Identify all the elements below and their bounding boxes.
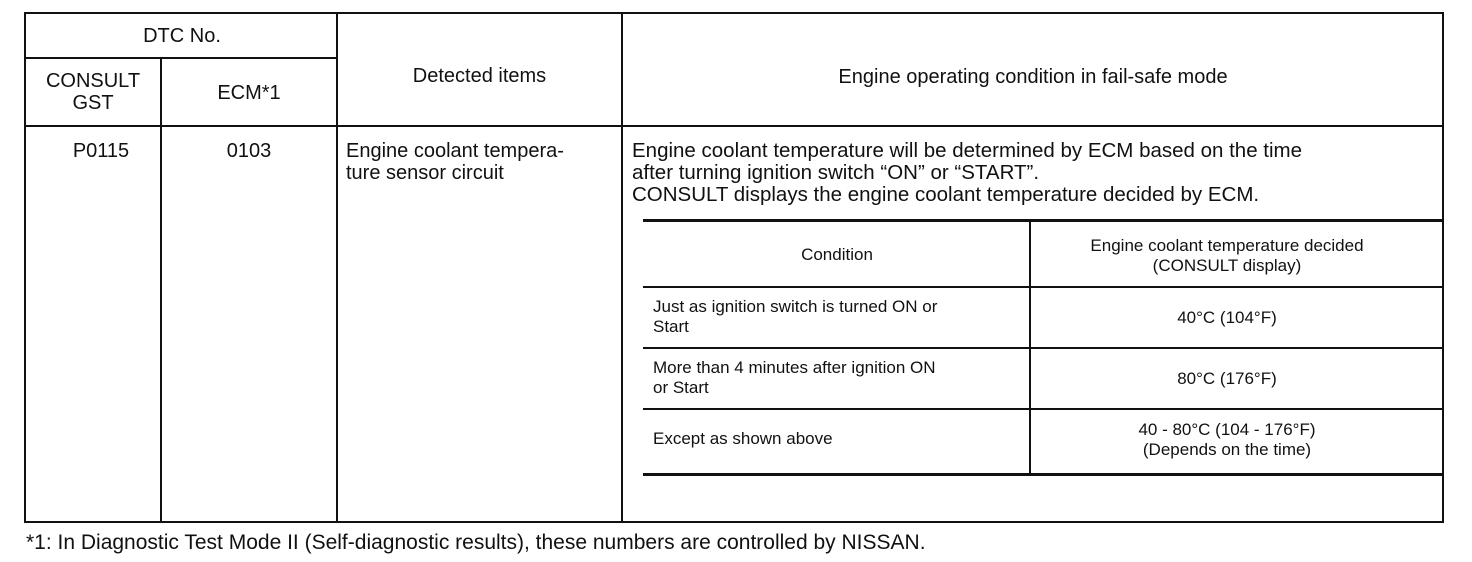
inner-bottom-border [643,473,1444,476]
detected-items-header: Detected items [412,65,547,87]
ecm-code: 0103 [226,140,272,162]
condition-cell-3: Except as shown above [653,429,833,448]
dtc-no-header: DTC No. [143,25,221,47]
header-bottom-border [24,125,1444,127]
condition-cell-1: Just as ignition switch is turned ON or Start [653,297,938,336]
inner-top-border [643,219,1444,222]
inner-row-border-1 [643,347,1444,349]
inner-row-border-2 [643,408,1444,410]
consult-gst-code: P0115 [72,140,130,162]
temperature-header: Engine coolant temperature decided (CONSULT display) [1090,236,1364,275]
detected-item-text: Engine coolant tempera- ture sensor circuit [346,140,564,184]
temperature-cell-3: 40 - 80°C (104 - 176°F) (Depends on the time) [1138,420,1316,459]
ecm-header: ECM*1 [217,82,281,104]
fail-safe-description: Engine coolant temperature will be determined by ECM based on the time after turning ignition switch “ON” or “START”. CONSULT displays the engine coolant temperature decided by ECM. [632,139,1303,206]
condition-header: Condition [801,245,873,264]
operating-condition-header: Engine operating condition in fail-safe mode [838,66,1228,88]
col-divider-detected [621,12,623,523]
temperature-cell-1: 40°C (104°F) [1177,308,1277,327]
consult-gst-header: CONSULT GST [45,70,141,114]
condition-cell-2: More than 4 minutes after ignition ON or Start [653,358,936,397]
col-divider-ecm [336,12,338,523]
footnote: *1: In Diagnostic Test Mode II (Self-diagnostic results), these numbers are controlled by NISSAN. [26,531,926,554]
temperature-cell-2: 80°C (176°F) [1177,369,1277,388]
dtc-header-divider [24,57,338,59]
inner-header-border [643,286,1444,288]
